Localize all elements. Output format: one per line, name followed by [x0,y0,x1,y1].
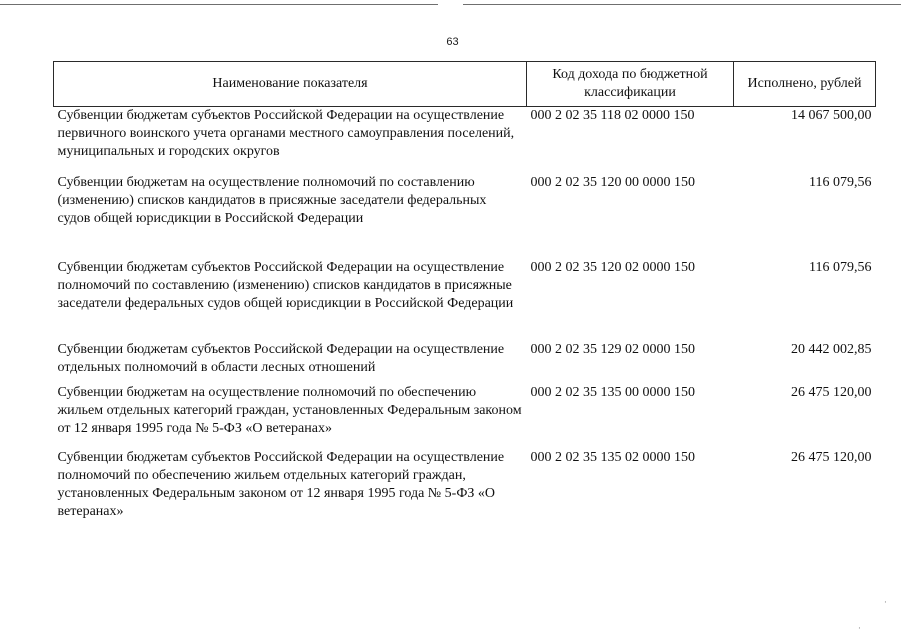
row-amount: 116 079,56 [809,174,872,190]
row-code: 000 2 02 35 135 00 0000 150 [530,384,695,400]
row-name: Субвенции бюджетам на осуществление полномочий по составлению (изменению) списков кандидатов в присяжные заседатели федеральных судов общей юрисдикции в Российской Федерации [57,174,487,226]
row-amount: 116 079,56 [809,259,872,275]
row-amount: 20 442 002,85 [791,341,872,357]
row-code: 000 2 02 35 135 02 0000 150 [530,449,695,465]
table-row [54,174,876,259]
page-number: 63 [446,36,459,48]
table-row [54,107,876,174]
scan-artifact-mark: · [858,624,861,634]
row-name: Субвенции бюджетам субъектов Российской Федерации на осуществление первичного воинского учета органами местного самоуправления поселений, муниципальных и городских округов [57,108,515,159]
table-row [54,449,876,529]
header-code: Код дохода по бюджетной классификации [527,62,734,107]
row-code: 000 2 02 35 129 02 0000 150 [530,341,695,357]
row-amount: 26 475 120,00 [791,449,872,465]
scan-artifact-mark: · [884,598,887,608]
row-amount: 26 475 120,00 [791,384,872,400]
header-name: Наименование показателя [54,62,527,107]
row-amount: 14 067 500,00 [791,108,872,123]
table-header-row [54,62,876,107]
row-name: Субвенции бюджетам на осуществление полномочий по обеспечению жильем отдельных категорий граждан, установленных Федеральным законом от 12 января 1995 года № 5-ФЗ «О ветеранах» [57,384,522,436]
row-code: 000 2 02 35 118 02 0000 150 [530,108,695,123]
row-name: Субвенции бюджетам субъектов Российской Федерации на осуществление полномочий по обеспечению жильем отдельных категорий граждан, установленных Федеральным законом от 12 января 1995 года № 5-ФЗ «О ветеранах» [57,449,505,519]
table-row [54,259,876,341]
table-row [54,341,876,384]
top-rule-left [0,4,438,5]
row-code: 000 2 02 35 120 00 0000 150 [530,174,695,190]
row-name: Субвенции бюджетам субъектов Российской Федерации на осуществление отдельных полномочий в области лесных отношений [57,341,505,375]
row-name: Субвенции бюджетам субъектов Российской Федерации на осуществление полномочий по составлению (изменению) списков кандидатов в присяжные заседатели федеральных судов общей юрисдикции в Российской Федерации [57,259,514,311]
header-amount: Исполнено, рублей [734,62,876,107]
top-rule-right [463,4,901,5]
row-code: 000 2 02 35 120 02 0000 150 [530,259,695,275]
table-row [54,384,876,449]
budget-table [53,61,876,529]
